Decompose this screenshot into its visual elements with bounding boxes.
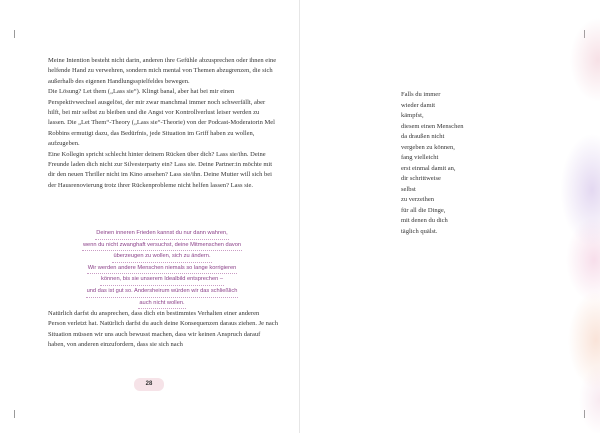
quote-line: überzeugen zu wollen, sich zu ändern. xyxy=(112,251,211,263)
quote-line: Deinen inneren Frieden kannst du nur dann wahren, xyxy=(95,228,229,240)
quote-line: wenn du nicht zwanghaft versuchst, deine Mitmenschen davon xyxy=(82,240,242,252)
poem-line: diesem einen Menschen xyxy=(401,122,464,130)
poem-line: Falls du immer xyxy=(401,91,441,98)
body-text-bottom xyxy=(48,309,278,351)
poem xyxy=(401,90,521,237)
poem-line: fang vielleicht xyxy=(401,154,439,161)
poem-line: da draußen nicht xyxy=(401,133,445,140)
page-number: 28 xyxy=(134,378,164,391)
body-text-top xyxy=(48,56,278,191)
poem-line: mit denen du dich xyxy=(401,217,448,224)
poem-line: selbst xyxy=(401,185,416,193)
poem-line: erst einmal damit an, xyxy=(401,164,456,172)
quote-line: auch nicht wollen. xyxy=(138,298,185,310)
paragraph: Natürlich darfst du ansprechen, dass dich ein bestimmtes Verhalten einer anderen Person verletzt hat. Natürlich darfst du auch deine Konsequenzen daraus ziehen. Je nach Situation müssen wir uns auch bewusst machen, dass wir keinen Anspruch darauf haben, von anderen einzufordern, dass sie sich nach xyxy=(48,310,278,349)
pull-quote xyxy=(48,228,276,309)
poem-line: für all die Dinge, xyxy=(401,206,446,214)
poem-line: dir schrittweise xyxy=(401,175,441,182)
watercolor-decoration xyxy=(530,0,600,433)
quote-line: und das ist gut so. Andersheirum würden wir das schließlich xyxy=(86,286,239,298)
quote-line: können, bis sie unserem Idealbild entsprechen – xyxy=(100,274,224,286)
left-page xyxy=(0,0,299,433)
right-page xyxy=(300,0,600,433)
paragraph: Die Lösung? Let them („Lass sie“). Klingt banal, aber hat bei mir einen Perspektivwechsel ausgelöst, der mir zwar manchmal immer noch schwerfällt, aber hilft, bei mir selbst zu bleiben und die Angst vor Kontrollverlust leiser werden zu lassen. Die „Let Them“-Theory („Lass sie“-Theorie) von der Podcast-Moderatorin Mel Robbins ermutigt dazu, das Bedürfnis, jede Situation im Griff haben zu wollen, aufzugeben. xyxy=(48,88,275,148)
poem-line: täglich quälst. xyxy=(401,227,438,235)
quote-line: Wir werden andere Menschen niemals so lange korrigieren xyxy=(87,263,238,275)
poem-line: wieder damit xyxy=(401,101,436,109)
poem-line: vergeben zu können, xyxy=(401,143,455,151)
poem-line: kämpfst, xyxy=(401,112,424,119)
paragraph: Meine Intention besteht nicht darin, anderen ihre Gefühle abzusprechen oder ihnen eine helfende Hand zu verwehren, sondern mich mental von Themen abzugrenzen, die sich außerhalb des eigenen Handlungsspielfeldes bewegen. xyxy=(48,57,277,85)
poem-line: zu verzeihen xyxy=(401,196,435,203)
paragraph: Eine Kollegin spricht schlecht hinter deinem Rücken über dich? Lass sie/ihn. Deine Freunde laden dich nicht zur Silvesterparty ein? Lass sie. Deine Partner:in möchte mit dir den neuen Thriller nicht im Kino ansehen? Lass sie/ihn. Deine Mutter will sich bei der Hausrenovierung trotz ihrer Rückenprobleme nicht helfen lassen? Lass sie. xyxy=(48,150,273,189)
